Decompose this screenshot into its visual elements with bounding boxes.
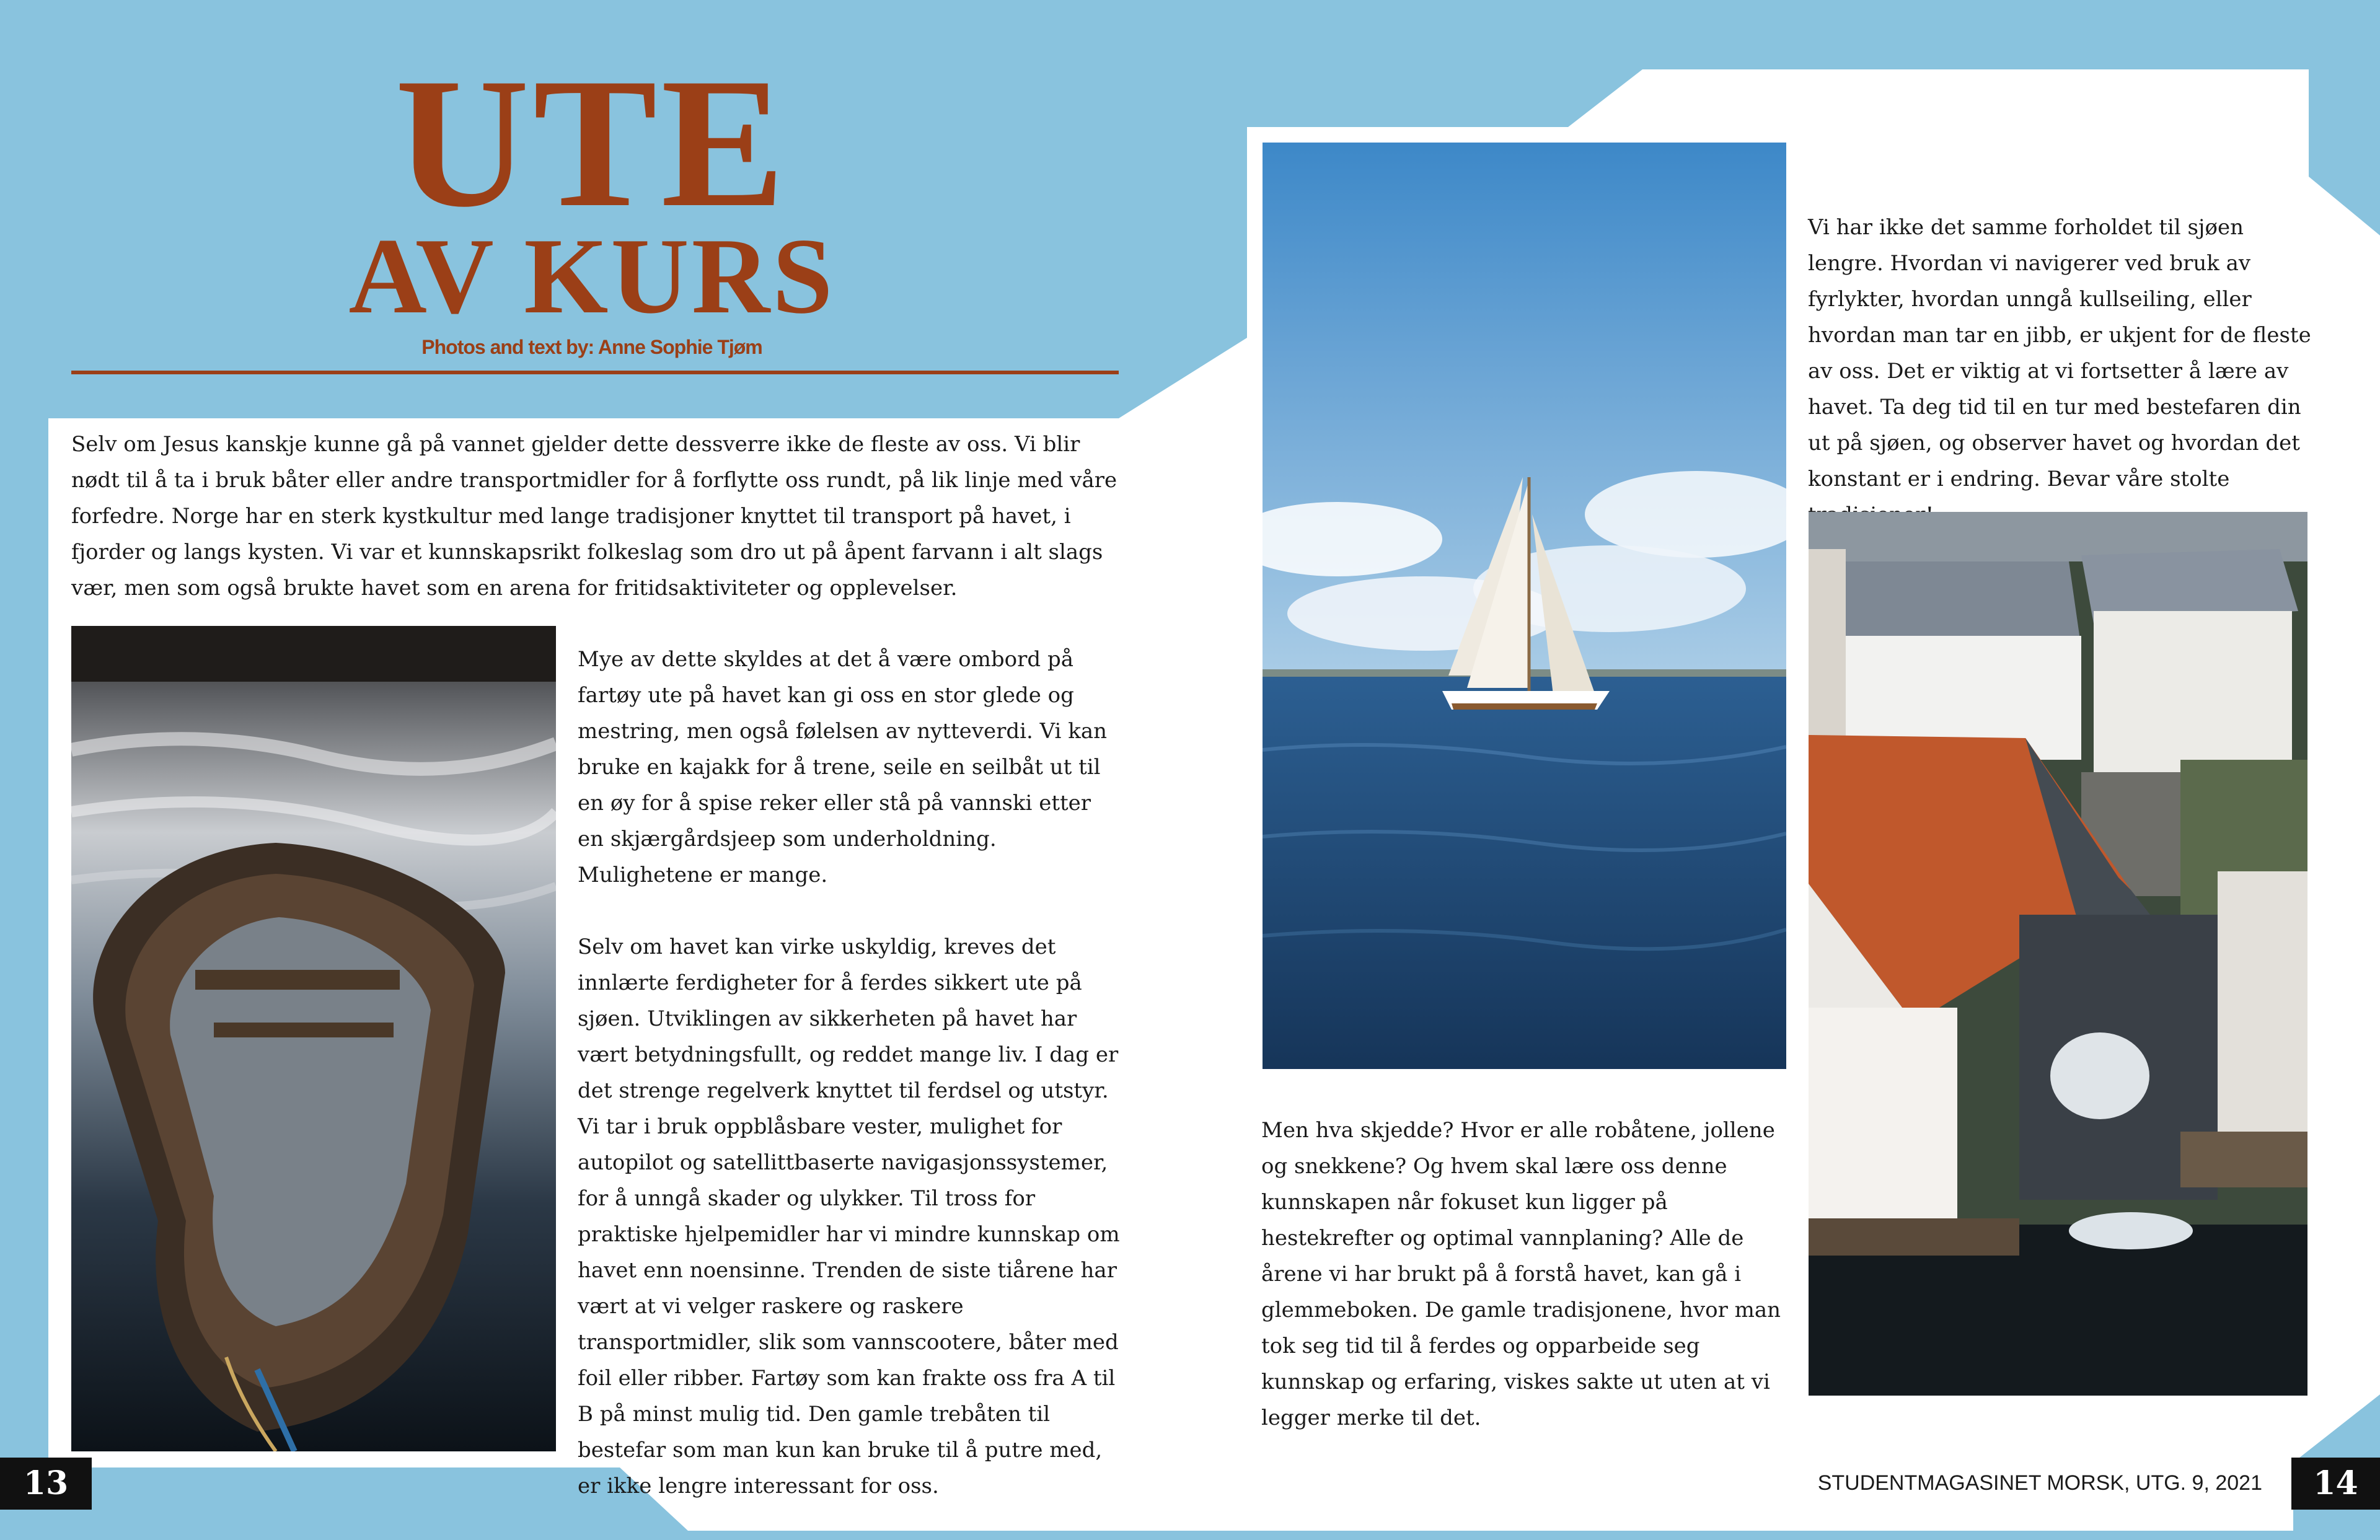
headline-line2: AV KURS: [348, 216, 835, 336]
byline: Photos and text by: Anne Sophie Tjøm: [421, 336, 762, 358]
page-number-left: 13: [0, 1458, 92, 1510]
paragraph-mestring: Mye av dette skyldes at det å være ombord på fartøy ute på havet kan gi oss en stor glede og mestring, men også følelsen av nytteverdi. Vi kan bruke en kajakk for å trene, seile en seilbåt ut til en øy for å spise reker eller stå på vannski etter en skjærgårdsjeep som underholdning. Mulighetene er mange.: [578, 647, 1107, 887]
paragraph-tradisjoner: Vi har ikke det samme forholdet til sjøen lengre. Hvordan vi navigerer ved bruk av fyrlykter, hvordan unngå kullseiling, eller hvordan man tar en jibb, er ukjent for de fleste av oss. Det er viktig at vi fortsetter å lære av havet. Ta deg tid til en tur med bestefaren din ut på sjøen, og observer havet og hvordan det konstant er i endring. Bevar våre stolte: [1808, 215, 2311, 491]
page-number-right: 14: [2291, 1458, 2380, 1510]
left-page-text-column: [578, 641, 1120, 1540]
magazine-footer-label: STUDENTMAGASINET MORSK, UTG. 9, 2021: [1817, 1471, 2262, 1495]
sailboat-photo: [1263, 143, 1786, 1069]
paragraph-hva-skjedde: Men hva skjedde? Hvor er alle robåtene, jollene og snekkene? Og hvem skal lære oss denne kunnskapen når fokuset kun ligger på hestekrefter og optimal vannplaning? Alle de årene vi har brukt på å forstå havet, kan gå i glemmeboken. De gamle tradisjonene, hvor man tok seg tid til å ferdes og opparbeide seg kunnskap og erfaring, viskes sakte ut uten at vi legger merke til det.: [1261, 1118, 1781, 1430]
intro-paragraph: Selv om Jesus kanskje kunne gå på vannet gjelder dette dessverre ikke de fleste av oss. Vi blir nødt til å ta i bruk båter eller andre transportmidler for å forflytte oss rundt, på lik linje med våre forfedre. Norge har en sterk kystkultur med lange tradisjoner knyttet til transport på havet, i fjorder og langs kysten. Vi var et kunnskapsrikt folkeslag som dro ut på åpent farvann i alt slags vær, men som også brukte havet som en arena for fritidsaktiviteter og opplevelser.: [71, 432, 1117, 601]
harbor-aerial-photo: [1809, 512, 2307, 1396]
title-rule-divider: [71, 371, 1119, 374]
headline-line1: UTE: [395, 40, 789, 245]
paragraph-sikkerhet: Selv om havet kan virke uskyldig, kreves det innlærte ferdigheter for å ferdes sikkert ute på sjøen. Utviklingen av sikkerheten på havet har vært betydningsfullt, og reddet mange liv. I dag er det strenge regelverk knyttet til ferdsel og utstyr. Vi tar i bruk oppblåsbare vester, mulighet for autopilot og satellittbaserte navigasjonssystemer, for å unngå skader og ulykker. Til tross for praktiske hjelpemidler har vi mindre kunnskap om havet enn noensinne. Trenden de siste tiårene har vært at vi velger raskere og raskere transportmidler, slik som vannscootere, båter med foil eller ribber. Fartøy som kan frakte oss fra A til B på minst mulig tid. Den gamle trebåten til bestefar som man kun kan bruke til å putre med, er ikke lengre interessant for oss.: [578, 935, 1120, 1498]
rowboat-photo: [71, 626, 556, 1451]
